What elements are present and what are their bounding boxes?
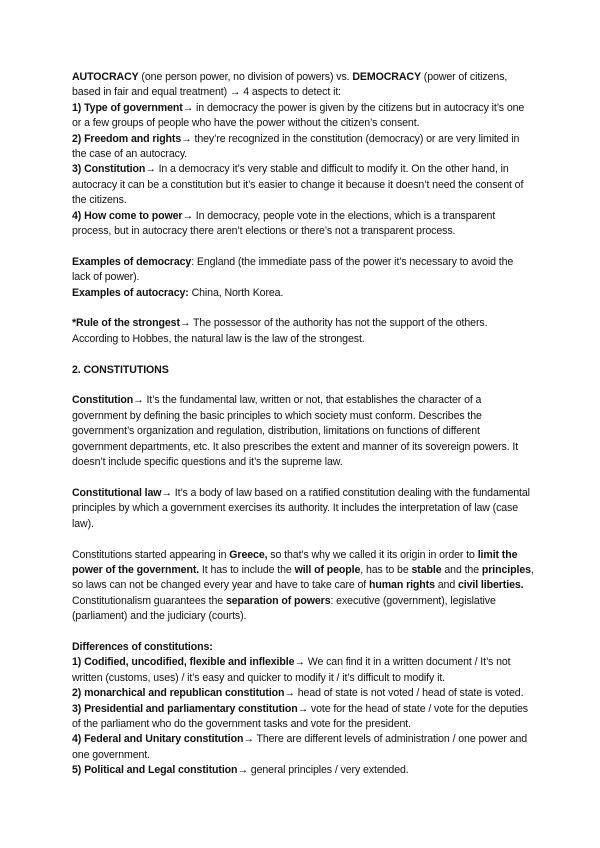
difference-item: [72, 702, 534, 733]
rule-label: *Rule of the strongest: [72, 317, 180, 330]
spacer: [72, 471, 534, 486]
difference-label: 2) monarchical and republican constitution: [72, 687, 285, 700]
spacer: [72, 532, 534, 547]
constitutional-law-definition: [72, 486, 534, 532]
rule-text: → The possessor of the authority has not the support of the others. According to Hobbes, the natural law is the law of the strongest.: [72, 317, 488, 345]
constitution-origin: Constitutions started appearing in Greece, so that’s why we called it its origin in order to limit the power of the government. It has to include the will of people, has to be stable and the principles, so laws can not be changed every year and have to take care of human rights and civil liberties. Constitutionalism guarantees the separation of powers: executive (government), legislative (parliament) and the judiciary (courts).: [72, 548, 534, 623]
autocracy-term: AUTOCRACY: [72, 71, 139, 83]
examples-democracy: [72, 255, 534, 286]
difference-item: [72, 732, 534, 763]
spacer: [72, 347, 534, 362]
difference-text: → We can find it in a written document / It’s not written (customs, uses) / it’s easy and quicker to modify it / it’s difficult to modify it.: [72, 656, 511, 684]
rule-of-strongest: [72, 316, 534, 347]
democracy-intro-text: (power of citizens, based in fair and equal treatment) → 4 aspects to detect it:: [72, 71, 508, 99]
section-heading: 2. CONSTITUTIONS: [72, 363, 169, 376]
examples-autocracy-label: Examples of autocracy:: [72, 286, 189, 299]
difference-text: → There are different levels of administration / one power and one government.: [72, 733, 528, 761]
democracy-term: DEMOCRACY: [352, 71, 421, 83]
aspect-text: → they’re recognized in the constitution (democracy) or are very limited in the case of an autocracy.: [72, 132, 520, 161]
spacer: [72, 378, 534, 393]
aspect-item: [72, 101, 534, 132]
spacer: [72, 625, 534, 640]
difference-label: 1) Codified, uncodified, flexible and inflexible: [72, 656, 295, 669]
aspect-item: [72, 209, 534, 240]
difference-label: 5) Political and Legal constitution: [72, 764, 238, 777]
constitutional-law-label: Constitutional law: [72, 486, 162, 499]
constitution-definition: [72, 393, 534, 470]
document-page: [72, 70, 534, 779]
difference-label: 4) Federal and Unitary constitution: [72, 733, 244, 746]
aspect-label: 4) How come to power: [72, 209, 183, 222]
difference-item: [72, 686, 534, 701]
aspect-item: [72, 162, 534, 208]
aspect-text: → In democracy, people vote in the elections, which is a transparent process, but in autocracy there aren’t elections or there’s not a transparent process.: [72, 209, 496, 238]
examples-democracy-label: Examples of democracy: [72, 255, 192, 268]
difference-item: [72, 655, 534, 686]
aspect-label: 1) Type of government: [72, 101, 183, 114]
examples-autocracy: [72, 286, 534, 301]
difference-text: → head of state is not voted / head of state is voted.: [284, 687, 524, 700]
examples-autocracy-text: China, North Korea.: [188, 286, 284, 299]
constitutional-law-text: → It’s a body of law based on a ratified constitution dealing with the fundamental principles by which a government exercises its authority. It includes the interpretation of law (case law).: [72, 486, 530, 530]
autocracy-intro-text: (one person power, no division of powers) vs.: [138, 71, 353, 83]
spacer: [72, 239, 534, 254]
difference-label: 3) Presidential and parliamentary constitution: [72, 702, 298, 715]
aspect-text: → In a democracy it’s very stable and difficult to modify it. On the other hand, in autocracy it can be a constitution but it’s easier to change it because it doesn’t need the consent of the citizens.: [72, 163, 524, 207]
constitution-text: → It’s the fundamental law, written or not, that establishes the character of a government by defining the basic principles to which society must conform. Describes the government’s organization and regulation, distribution, limitations on functions of different government departments, etc. It also prescribes the extent and manner of its sovereign powers. It doesn’t include specific questions and it’s the supreme law.: [72, 394, 519, 469]
difference-text: → vote for the head of state / vote for the deputies of the parliament who do the government tasks and vote for the president.: [72, 702, 528, 730]
aspect-item: [72, 132, 534, 163]
aspect-label: 2) Freedom and rights: [72, 132, 182, 145]
difference-item: [72, 763, 534, 778]
aspect-text: → in democracy the power is given by the citizens but in autocracy it’s one or a few groups of people who have the power without the citizen’s consent.: [72, 101, 525, 130]
examples-democracy-text: : England (the immediate pass of the power it’s necessary to avoid the lack of power).: [72, 255, 514, 284]
aspect-label: 3) Constitution: [72, 163, 146, 176]
differences-heading: Differences of constitutions:: [72, 640, 213, 653]
constitution-label: Constitution: [72, 394, 134, 407]
spacer: [72, 301, 534, 316]
autocracy-intro: [72, 70, 534, 101]
difference-text: → general principles / very extended.: [237, 764, 409, 777]
